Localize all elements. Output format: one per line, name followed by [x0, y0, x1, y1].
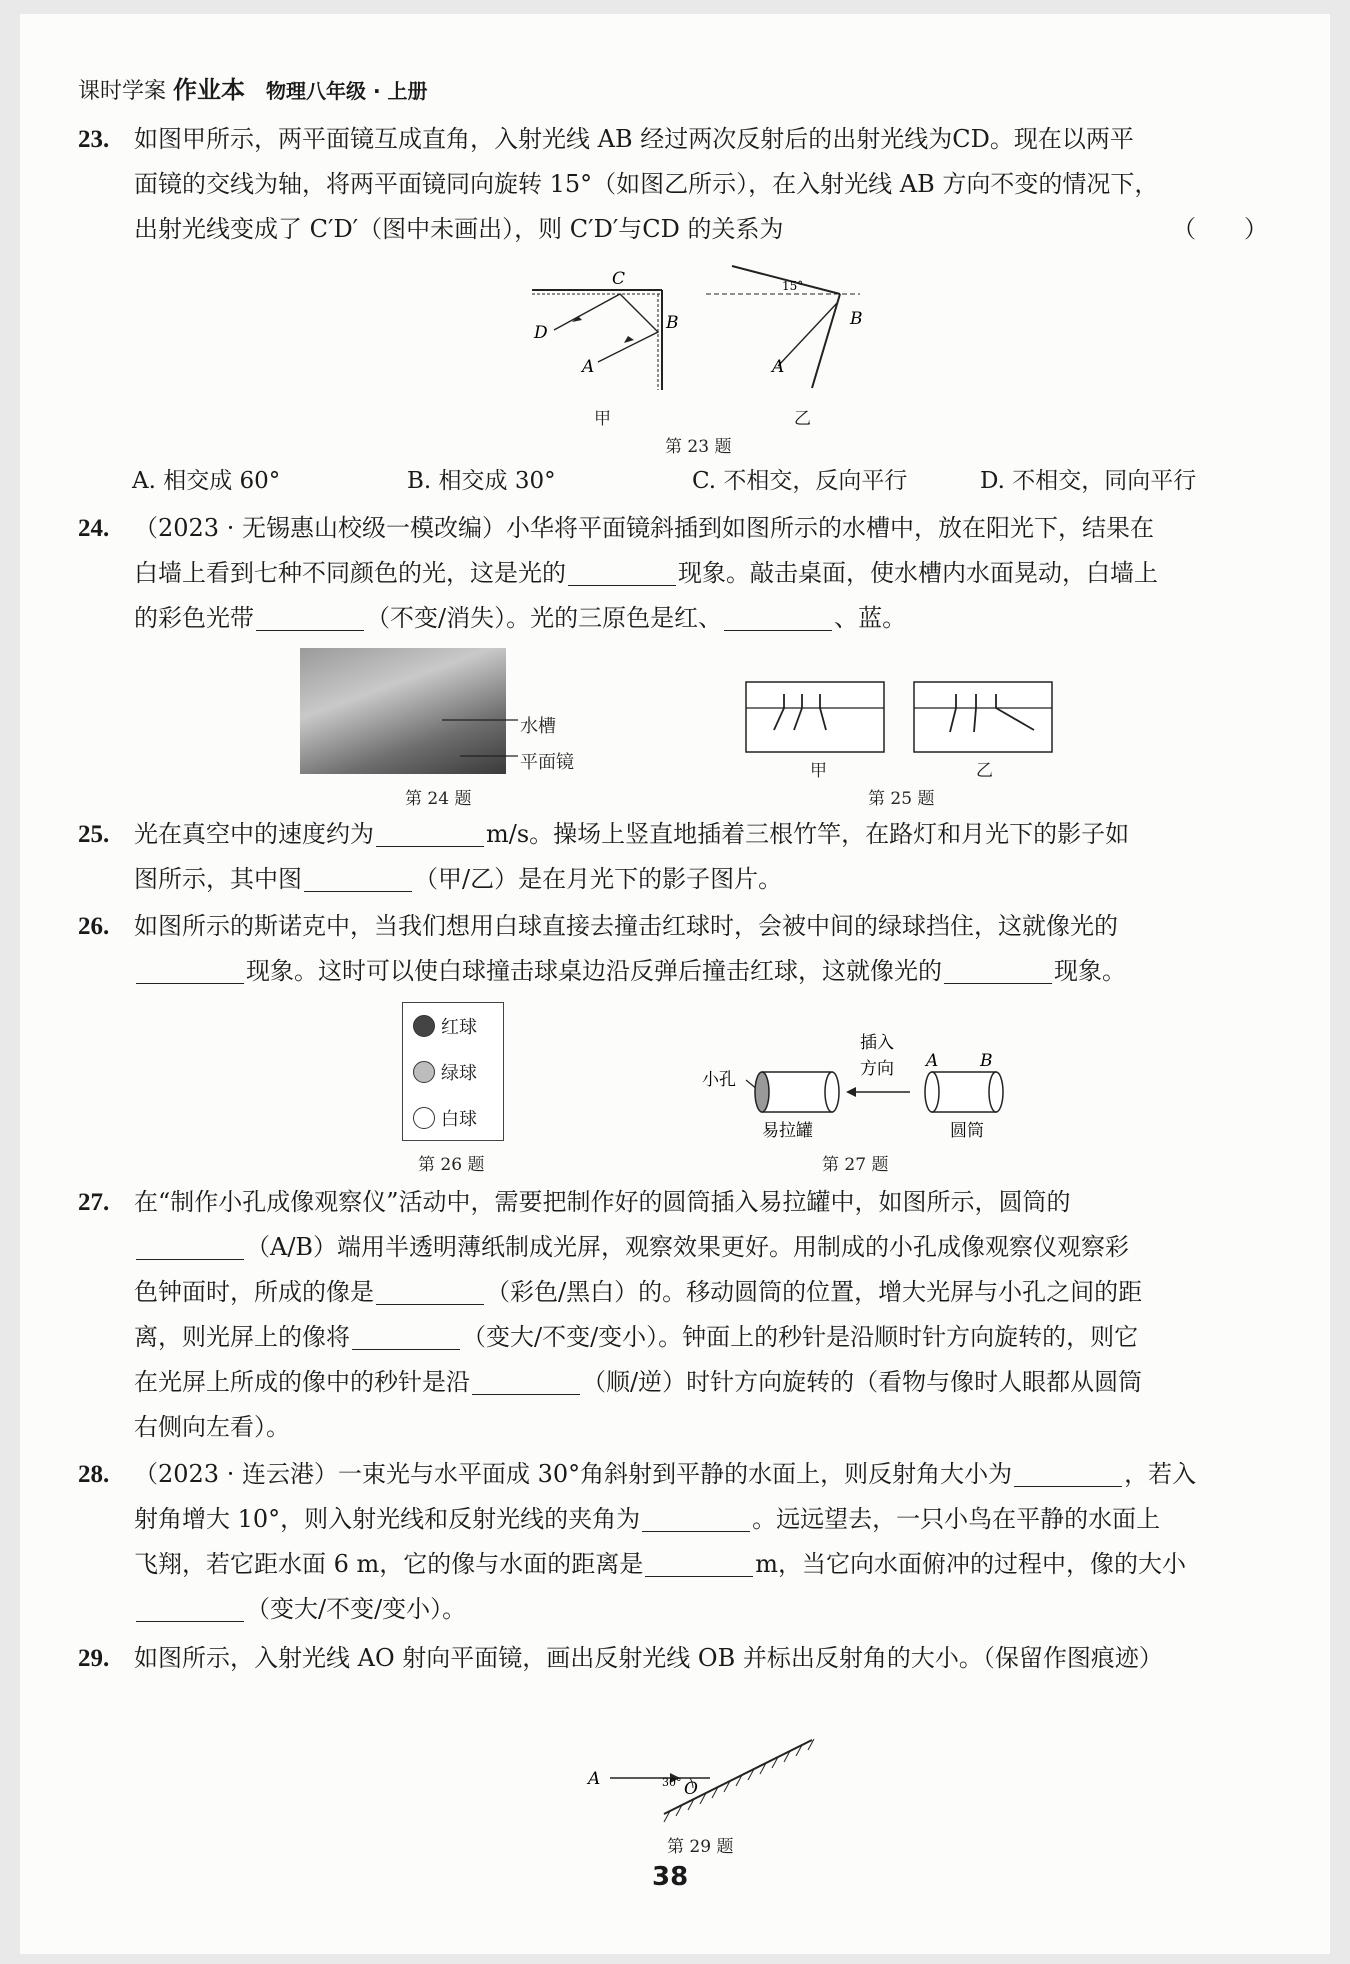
- label-B-yi: B: [850, 309, 863, 329]
- label-sink: 水槽: [520, 716, 556, 737]
- q23-line1: 如图甲所示，两平面镜互成直角，入射光线 AB 经过两次反射后的出射光线为CD。现在以两平: [134, 125, 1134, 153]
- q24-line2b: 现象。敲击桌面，使水槽内水面晃动，白墙上: [678, 559, 1158, 587]
- answer-blank[interactable]: [304, 865, 412, 892]
- figure-24-caption: 第 24 题: [405, 789, 472, 809]
- q26-line2a: 现象。这时可以使白球撞击球桌边沿反弹后撞击红球，这就像光的: [246, 957, 942, 985]
- figure-25-label-yi: 乙: [976, 761, 993, 781]
- page-header: [78, 70, 428, 105]
- question-29: [78, 1636, 1278, 1681]
- figure-23: [520, 262, 880, 422]
- question-24: [78, 506, 1278, 641]
- figure-29-caption: 第 29 题: [667, 1837, 734, 1857]
- figure-label-yi: 乙: [794, 409, 811, 429]
- question-number: 23.: [78, 126, 110, 153]
- answer-blank[interactable]: [724, 604, 832, 631]
- q27-line1: 在“制作小孔成像观察仪”活动中，需要把制作好的圆筒插入易拉罐中，如图所示，圆筒的: [134, 1188, 1071, 1216]
- figure-label-jia: 甲: [594, 409, 611, 429]
- q27-line5b: （顺/逆）时针方向旋转的（看物与像时人眼都从圆筒: [582, 1368, 1143, 1396]
- header-brand: 课时学案: [78, 79, 167, 104]
- angle-30: 30°: [662, 1776, 682, 1789]
- q25-line2a: 图所示，其中图: [134, 865, 302, 893]
- question-23: [78, 117, 1278, 252]
- option-c[interactable]: C. 不相交，反向平行: [692, 468, 908, 494]
- q28-line1b: ，若入: [1124, 1460, 1197, 1488]
- question-number: 29.: [78, 1645, 110, 1672]
- figure-23-jia: [532, 269, 679, 390]
- answer-blank[interactable]: [376, 820, 484, 847]
- label-A-yi: A: [772, 357, 785, 377]
- figure-27: [700, 1030, 1020, 1140]
- label-insert: 插入: [860, 1033, 894, 1053]
- q28-line4: （变大/不变/变小）。: [246, 1595, 467, 1623]
- q24-line3b: （不变/消失）。光的三原色是红、: [366, 604, 723, 632]
- option-b[interactable]: B. 相交成 30°: [407, 468, 556, 494]
- ball-label-red: 红球: [441, 1017, 477, 1038]
- question-26: [78, 904, 1278, 994]
- answer-blank[interactable]: [472, 1368, 580, 1395]
- green-ball-icon: [413, 1061, 435, 1083]
- question-number: 25.: [78, 821, 110, 848]
- angle-15: 15°: [782, 279, 804, 293]
- label-tube: 圆筒: [950, 1121, 984, 1140]
- answer-blank[interactable]: [645, 1550, 753, 1577]
- figure-26-caption: 第 26 题: [418, 1155, 485, 1175]
- white-ball-icon: [413, 1107, 435, 1129]
- q28-line2a: 射角增大 10°，则入射光线和反射光线的夹角为: [134, 1505, 641, 1533]
- q26-line2b: 现象。: [1054, 957, 1126, 985]
- q27-line4a: 离，则光屏上的像将: [134, 1323, 350, 1351]
- q27-line5a: 在光屏上所成的像中的秒针是沿: [134, 1368, 470, 1396]
- q29-line1: 如图所示，入射光线 AO 射向平面镜，画出反射光线 OB 并标出反射角的大小。（保留作图痕迹）: [134, 1644, 1163, 1672]
- figure-25-label-jia: 甲: [810, 761, 827, 781]
- q25-line1a: 光在真空中的速度约为: [134, 820, 374, 848]
- label-B: B: [666, 313, 679, 333]
- label-hole: 小孔: [702, 1070, 736, 1090]
- q25-line1b: m/s。操场上竖直地插着三根竹竿，在路灯和月光下的影子如: [486, 820, 1130, 848]
- q27-line6: 右侧向左看）。: [134, 1413, 290, 1441]
- snooker-figure: [402, 1002, 504, 1141]
- label-O: O: [684, 1779, 698, 1799]
- question-27: [78, 1180, 1278, 1450]
- option-d[interactable]: D. 不相交，同向平行: [980, 468, 1197, 494]
- question-number: 24.: [78, 515, 110, 542]
- label-can: 易拉罐: [762, 1121, 813, 1140]
- q27-line2: （A/B）端用半透明薄纸制成光屏，观察效果更好。用制成的小孔成像观察仪观察彩: [246, 1233, 1130, 1261]
- q28-line1a: （2023 · 连云港）一束光与水平面成 30°角斜射到平静的水面上，则反射角大小为: [134, 1460, 1013, 1488]
- answer-blank[interactable]: [376, 1278, 484, 1305]
- q26-line1: 如图所示的斯诺克中，当我们想用白球直接去撞击红球时，会被中间的绿球挡住，这就像光的: [134, 912, 1118, 940]
- ball-label-white: 白球: [441, 1109, 477, 1130]
- q24-line3a: 的彩色光带: [134, 604, 254, 632]
- answer-blank[interactable]: [136, 957, 244, 984]
- q24-line3c: 、蓝。: [834, 604, 907, 632]
- q24-line2a: 白墙上看到七种不同颜色的光，这是光的: [134, 559, 566, 587]
- label-D: D: [534, 323, 548, 343]
- q28-line3b: m，当它向水面俯冲的过程中，像的大小: [755, 1550, 1187, 1578]
- label-C: C: [612, 269, 626, 289]
- q28-line2b: 。远远望去，一只小鸟在平静的水面上: [752, 1505, 1161, 1533]
- question-number: 27.: [78, 1189, 110, 1216]
- q24-line1: （2023 · 无锡惠山校级一模改编）小华将平面镜斜插到如图所示的水槽中，放在阳光下，结果在: [134, 514, 1154, 542]
- page-number: 38: [652, 1862, 689, 1892]
- label-B: B: [980, 1051, 993, 1071]
- answer-blank[interactable]: [1014, 1460, 1122, 1487]
- label-A: A: [582, 357, 595, 377]
- answer-blank[interactable]: [256, 604, 364, 631]
- figure-25-caption: 第 25 题: [868, 789, 935, 809]
- answer-blank[interactable]: [352, 1323, 460, 1350]
- answer-blank[interactable]: [136, 1233, 244, 1260]
- q23-line2: 面镜的交线为轴，将两平面镜同向旋转 15°（如图乙所示），在入射光线 AB 方向不变的情况下，: [134, 170, 1159, 198]
- label-A: A: [926, 1051, 939, 1071]
- question-number: 28.: [78, 1461, 110, 1488]
- figure-23-caption: 第 23 题: [665, 437, 732, 457]
- answer-blank[interactable]: [642, 1505, 750, 1532]
- question-number: 26.: [78, 913, 110, 940]
- label-A: A: [588, 1769, 601, 1789]
- q27-line4b: （变大/不变/变小）。钟面上的秒针是沿顺时针方向旋转的，则它: [462, 1323, 1139, 1351]
- ball-label-green: 绿球: [441, 1063, 477, 1084]
- question-25: [78, 812, 1278, 902]
- q28-line3a: 飞翔，若它距水面 6 m，它的像与水面的距离是: [134, 1550, 644, 1578]
- figure-23-yi: [706, 266, 863, 388]
- red-ball-icon: [413, 1015, 435, 1037]
- q25-line2b: （甲/乙）是在月光下的影子图片。: [414, 865, 783, 893]
- question-28: [78, 1452, 1278, 1632]
- answer-paren: （ ）: [1172, 215, 1268, 243]
- figure-25: [744, 680, 1060, 780]
- answer-blank[interactable]: [136, 1595, 244, 1622]
- header-book: 作业本: [173, 76, 246, 104]
- q27-line3b: （彩色/黑白）的。移动圆筒的位置，增大光屏与小孔之间的距: [486, 1278, 1143, 1306]
- figure-27-caption: 第 27 题: [822, 1155, 889, 1175]
- label-mirror: 平面镜: [520, 752, 574, 773]
- header-subject: 物理八年级 · 上册: [266, 79, 428, 103]
- figure-29[interactable]: [580, 1726, 840, 1836]
- option-a[interactable]: A. 相交成 60°: [132, 468, 281, 494]
- answer-blank[interactable]: [944, 957, 1052, 984]
- answer-blank[interactable]: [568, 559, 676, 586]
- label-direction: 方向: [860, 1059, 894, 1079]
- q23-line3: 出射光线变成了 C′D′（图中未画出），则 C′D′与CD 的关系为: [134, 215, 784, 243]
- q27-line3a: 色钟面时，所成的像是: [134, 1278, 374, 1306]
